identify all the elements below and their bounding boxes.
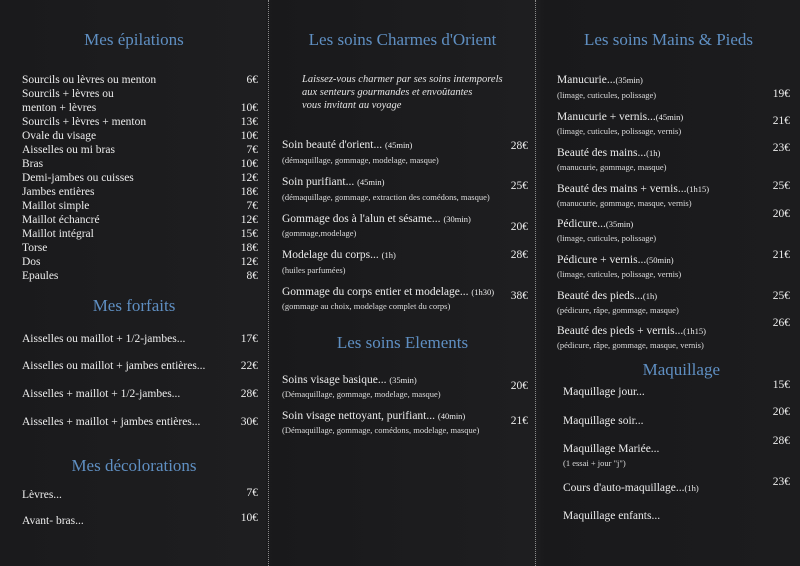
- item-price: 18€: [240, 242, 258, 254]
- item-price: 7€: [246, 487, 258, 499]
- panel-left: [0, 0, 268, 566]
- service-name: Manucurie...(35min): [557, 74, 643, 86]
- item-price: 28€: [772, 435, 790, 447]
- item-price: 20€: [772, 406, 790, 418]
- item-price: 10€: [240, 512, 258, 524]
- intro-line: aux senteurs gourmandes et envoûtantes: [302, 87, 473, 98]
- service-name: Soin beauté d'orient... (45min): [282, 139, 413, 151]
- service-description: (démaquillage, gommage, extraction des comédons, masque): [282, 192, 490, 202]
- service-name: Soin visage nettoyant, purifiant... (40min): [282, 410, 466, 422]
- service-description: (manucurie, gommage, masque): [557, 162, 667, 172]
- list-item: Demi-jambes ou cuisses: [22, 172, 134, 184]
- fold-line-right: [535, 0, 536, 566]
- service-duration: (30min): [443, 214, 471, 224]
- list-item: Bras: [22, 158, 44, 170]
- service-description: (limage, cuticules, polissage, vernis): [557, 126, 682, 136]
- section-title-maquillage: Maquillage: [642, 360, 720, 379]
- section-title-orient: Les soins Charmes d'Orient: [308, 30, 497, 49]
- item-price: 25€: [772, 290, 790, 302]
- item-price: 10€: [240, 130, 258, 142]
- list-item: Maillot intégral: [22, 228, 94, 240]
- service-description: (pédicure, râpe, gommage, masque): [557, 305, 679, 315]
- service-description: (démaquillage, gommage, modelage, masque): [282, 155, 439, 165]
- item-price: 38€: [510, 290, 528, 302]
- item-price: 28€: [240, 388, 258, 400]
- service-name: Modelage du corps... (1h): [282, 249, 396, 261]
- service-duration: (1h15): [683, 326, 706, 336]
- item-price: 23€: [772, 476, 790, 488]
- item-price: 15€: [240, 228, 258, 240]
- item-price: 12€: [240, 256, 258, 268]
- list-item: Lèvres...: [22, 489, 62, 501]
- item-price: 25€: [510, 180, 528, 192]
- item-price: 12€: [240, 172, 258, 184]
- list-item: Aisselles + maillot + jambes entières...: [22, 416, 201, 428]
- service-description: (pédicure, râpe, gommage, masque, vernis): [557, 340, 704, 350]
- item-price: 23€: [772, 142, 790, 154]
- service-name: Maquillage enfants...: [563, 510, 661, 522]
- service-name: Gommage dos à l'alun et sésame... (30min): [282, 213, 471, 225]
- item-price: 25€: [772, 180, 790, 192]
- list-item: Aisselles ou maillot + jambes entières...: [22, 360, 206, 372]
- service-name: Pédicure...(35min): [557, 218, 634, 230]
- service-description: (limage, cuticules, polissage): [557, 233, 657, 243]
- list-item: Sourcils ou lèvres ou menton: [22, 74, 157, 86]
- item-price: 17€: [240, 333, 258, 345]
- service-duration: (1h): [684, 483, 699, 493]
- item-price: 13€: [240, 116, 258, 128]
- list-item: Aisselles + maillot + 1/2-jambes...: [22, 388, 181, 400]
- panel-middle: [270, 0, 535, 566]
- service-duration: (1h): [642, 291, 658, 301]
- service-name: Pédicure + vernis...(50min): [557, 254, 674, 266]
- list-item: Torse: [22, 242, 48, 254]
- panel-right: [537, 0, 800, 566]
- service-duration: (35min): [605, 219, 634, 229]
- service-name: Maquillage soir...: [563, 415, 644, 427]
- item-price: 26€: [772, 317, 790, 329]
- item-price: 12€: [240, 214, 258, 226]
- service-name: Beauté des pieds...(1h): [557, 290, 658, 302]
- item-price: 20€: [510, 221, 528, 233]
- service-duration: (35min): [389, 375, 417, 385]
- service-duration: (40min): [437, 411, 466, 421]
- service-duration: (45min): [385, 140, 413, 150]
- service-description: (limage, cuticules, polissage): [557, 90, 657, 100]
- service-description: (gommage,modelage): [282, 228, 357, 238]
- list-item: menton + lèvres: [22, 102, 97, 114]
- item-price: 28€: [510, 249, 528, 261]
- list-item: Epaules: [22, 270, 59, 282]
- service-name: Manucurie + vernis...(45min): [557, 111, 684, 123]
- service-name: Cours d'auto-maquillage...(1h): [563, 482, 699, 494]
- service-description: (gommage au choix, modelage complet du corps): [282, 301, 451, 311]
- section-title-epilations: Mes épilations: [84, 30, 184, 49]
- service-name: Soin purifiant... (45min): [282, 176, 385, 188]
- service-name: Beauté des mains + vernis...(1h15): [557, 183, 710, 195]
- list-item: Avant- bras...: [22, 515, 84, 527]
- service-duration: (45min): [357, 177, 385, 187]
- service-name: Soins visage basique... (35min): [282, 374, 417, 386]
- service-duration: (35min): [615, 75, 643, 85]
- section-title-elements: Les soins Elements: [336, 333, 469, 352]
- service-description: (limage, cuticules, polissage, vernis): [557, 269, 682, 279]
- list-item: Sourcils + lèvres + menton: [22, 116, 147, 128]
- service-name: Gommage du corps entier et modelage... (1h30): [282, 286, 495, 298]
- service-name: Beauté des pieds + vernis...(1h15): [557, 325, 706, 337]
- fold-line-left: [268, 0, 269, 566]
- list-item: Ovale du visage: [22, 130, 97, 142]
- service-duration: (45min): [655, 112, 684, 122]
- list-item: Aisselles ou mi bras: [22, 144, 115, 156]
- item-price: 21€: [772, 115, 790, 127]
- list-item: Aisselles ou maillot + 1/2-jambes...: [22, 333, 186, 345]
- service-description: (Démaquillage, gommage, modelage, masque): [282, 389, 441, 399]
- list-item: Maillot simple: [22, 200, 90, 212]
- section-title-mains-pieds: Les soins Mains & Pieds: [583, 30, 754, 49]
- item-price: 7€: [246, 144, 258, 156]
- section-title-forfaits: Mes forfaits: [92, 296, 176, 315]
- service-description: (1 essai + jour "j"): [563, 458, 626, 468]
- service-duration: (1h): [646, 148, 661, 158]
- item-price: 7€: [246, 200, 258, 212]
- intro-line: Laissez-vous charmer par ses soins intemporels: [302, 74, 503, 85]
- item-price: 15€: [772, 379, 790, 391]
- service-name: Maquillage jour...: [563, 386, 645, 398]
- item-price: 6€: [246, 74, 258, 86]
- intro-line: vous invitant au voyage: [302, 100, 402, 111]
- item-price: 10€: [240, 102, 258, 114]
- list-item: Dos: [22, 256, 41, 268]
- service-name: Maquillage Mariée...: [563, 443, 660, 455]
- service-duration: (50min): [646, 255, 674, 265]
- item-price: 30€: [240, 416, 258, 428]
- item-price: 18€: [240, 186, 258, 198]
- item-price: 19€: [772, 88, 790, 100]
- list-item: Sourcils + lèvres ou: [22, 88, 114, 100]
- service-description: (Démaquillage, gommage, comédons, modelage, masque): [282, 425, 480, 435]
- item-price: 22€: [240, 360, 258, 372]
- item-price: 10€: [240, 158, 258, 170]
- list-item: Jambes entières: [22, 186, 95, 198]
- item-price: 21€: [510, 415, 528, 427]
- item-price: 21€: [772, 249, 790, 261]
- service-duration: (1h15): [686, 184, 710, 194]
- service-duration: (1h): [381, 250, 396, 260]
- item-price: 20€: [510, 380, 528, 392]
- service-duration: (1h30): [471, 287, 495, 297]
- list-item: Maillot échancré: [22, 214, 100, 226]
- service-name: Beauté des mains...(1h): [557, 147, 661, 159]
- item-price: 20€: [772, 208, 790, 220]
- section-title-decolorations: Mes décolorations: [71, 456, 197, 475]
- service-description: (huiles parfumées): [282, 265, 346, 275]
- service-description: (manucurie, gommage, masque, vernis): [557, 198, 692, 208]
- item-price: 8€: [246, 270, 258, 282]
- item-price: 28€: [510, 140, 528, 152]
